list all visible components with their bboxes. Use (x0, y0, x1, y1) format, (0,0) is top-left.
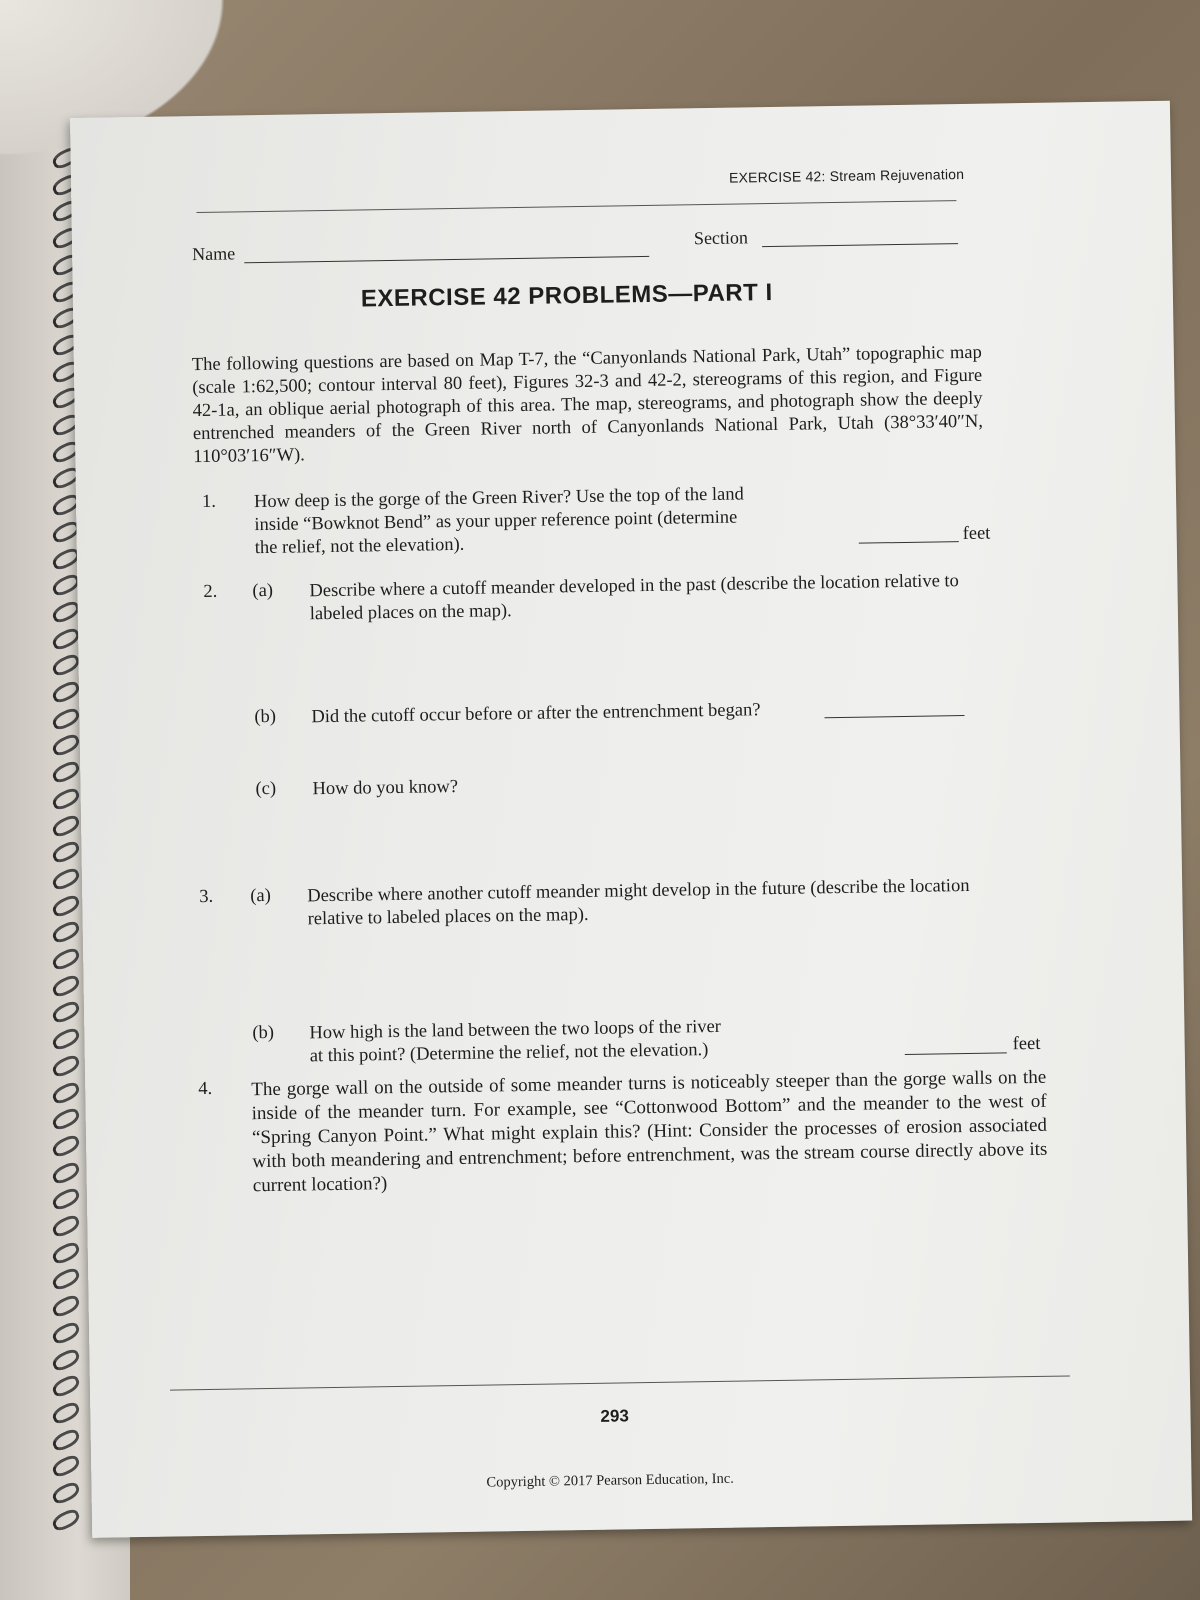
question-3b-text-line2: at this point? (Determine the relief, not the elevation.) (309, 1040, 709, 1067)
page-number: 293 (600, 1406, 629, 1426)
section-field[interactable] (762, 242, 958, 247)
question-3b-text-line1: How high is the land between the two loops of the river (309, 1016, 722, 1044)
spiral-coil (50, 973, 82, 999)
spiral-coil (50, 892, 82, 918)
spiral-coil (50, 1186, 82, 1212)
spiral-coil (50, 1106, 82, 1132)
question-3b-answer-field[interactable] (905, 1051, 1007, 1055)
spiral-coil (50, 1426, 82, 1452)
header-rule (196, 200, 956, 213)
question-2b-answer-field[interactable] (824, 714, 964, 718)
spiral-coil (50, 706, 82, 732)
spiral-coil (50, 919, 82, 945)
spiral-coil (50, 839, 82, 865)
spiral-coil (50, 1507, 82, 1533)
spiral-coil (50, 946, 82, 972)
question-4-number: 4. (198, 1078, 213, 1100)
spiral-coil (50, 1053, 82, 1079)
question-3b-label: (b) (252, 1022, 275, 1044)
name-label: Name (191, 243, 236, 265)
spiral-coil (50, 1373, 82, 1399)
name-field[interactable] (244, 255, 649, 263)
spiral-coil (50, 1079, 82, 1105)
spiral-coil (50, 1266, 82, 1292)
section-label: Section (693, 227, 749, 249)
spiral-coil (50, 1026, 82, 1052)
question-1-number: 1. (201, 491, 217, 512)
spiral-coil (50, 679, 82, 705)
question-2c-text: How do you know? (312, 776, 459, 800)
running-header: EXERCISE 42: Stream Rejuvenation (728, 165, 965, 186)
question-2b-text: Did the cutoff occur before or after the entrenchment began? (311, 700, 761, 728)
question-1-unit: feet (962, 523, 991, 545)
spiral-coil (50, 786, 82, 812)
question-3a-text: Describe where another cutoff meander might develop in the future (describe the location relative to labeled places on the map). (307, 875, 970, 930)
spiral-coil (50, 1346, 82, 1372)
spiral-coil (50, 1293, 82, 1319)
spiral-coil (50, 732, 82, 758)
question-4-text: The gorge wall on the outside of some meander turns is noticeably steeper than the gorge walls on the inside of the meander turn. For example, see “Cottonwood Bottom” and the meander to the west of “Spring Canyon Point.” What might explain this? (Hint: Consider the processes of erosion associated with both meandering and entrenchment; before entrenchment, was the stream course directly above its current location?) (251, 1066, 1048, 1197)
spiral-coil (50, 999, 82, 1025)
question-1-answer-field[interactable] (859, 540, 959, 544)
question-1-text: How deep is the gorge of the Green River? Use the top of the land inside “Bowknot Bend” as your upper reference point (determine the relief, not the elevation). (253, 484, 744, 559)
question-3a-label: (a) (250, 885, 271, 907)
page-title: EXERCISE 42 PROBLEMS—PART I (360, 278, 773, 313)
spiral-coil (50, 1453, 82, 1479)
question-2b-label: (b) (254, 706, 277, 728)
spiral-coil (50, 652, 82, 678)
copyright-notice: Copyright © 2017 Pearson Education, Inc. (486, 1470, 734, 1491)
spiral-coil (50, 1240, 82, 1266)
spiral-coil (50, 1480, 82, 1506)
question-2a-text: Describe where a cutoff meander developed in the past (describe the location relative to labeled places on the map). (309, 571, 959, 625)
spiral-coil (50, 866, 82, 892)
spiral-coil (50, 759, 82, 785)
question-2c-label: (c) (255, 778, 277, 800)
workbook-page (70, 101, 1192, 1538)
spiral-coil (50, 812, 82, 838)
question-2-number: 2. (203, 581, 218, 602)
spiral-coil (50, 1400, 82, 1426)
spiral-coil (50, 1320, 82, 1346)
spiral-coil (50, 1159, 82, 1185)
intro-paragraph: The following questions are based on Map T-7, the “Canyonlands National Park, Utah” topographic map (scale 1:62,500; contour interval 80 feet), Figures 32-3 and 42-2, stereograms of this region, and Figure 42-1a, an oblique aerial photograph of this area. The map, stereograms, and photograph show the deeply entrenched meanders of the Green River north of Canyonlands National Park, Utah (38°33′40″N, 110°03′16″W). (191, 342, 984, 468)
question-3b-unit: feet (1012, 1033, 1041, 1055)
spiral-coil (50, 1213, 82, 1239)
spiral-coil (50, 1133, 82, 1159)
question-3-number: 3. (199, 886, 214, 908)
question-2a-label: (a) (252, 580, 274, 602)
footer-rule (170, 1375, 1070, 1390)
